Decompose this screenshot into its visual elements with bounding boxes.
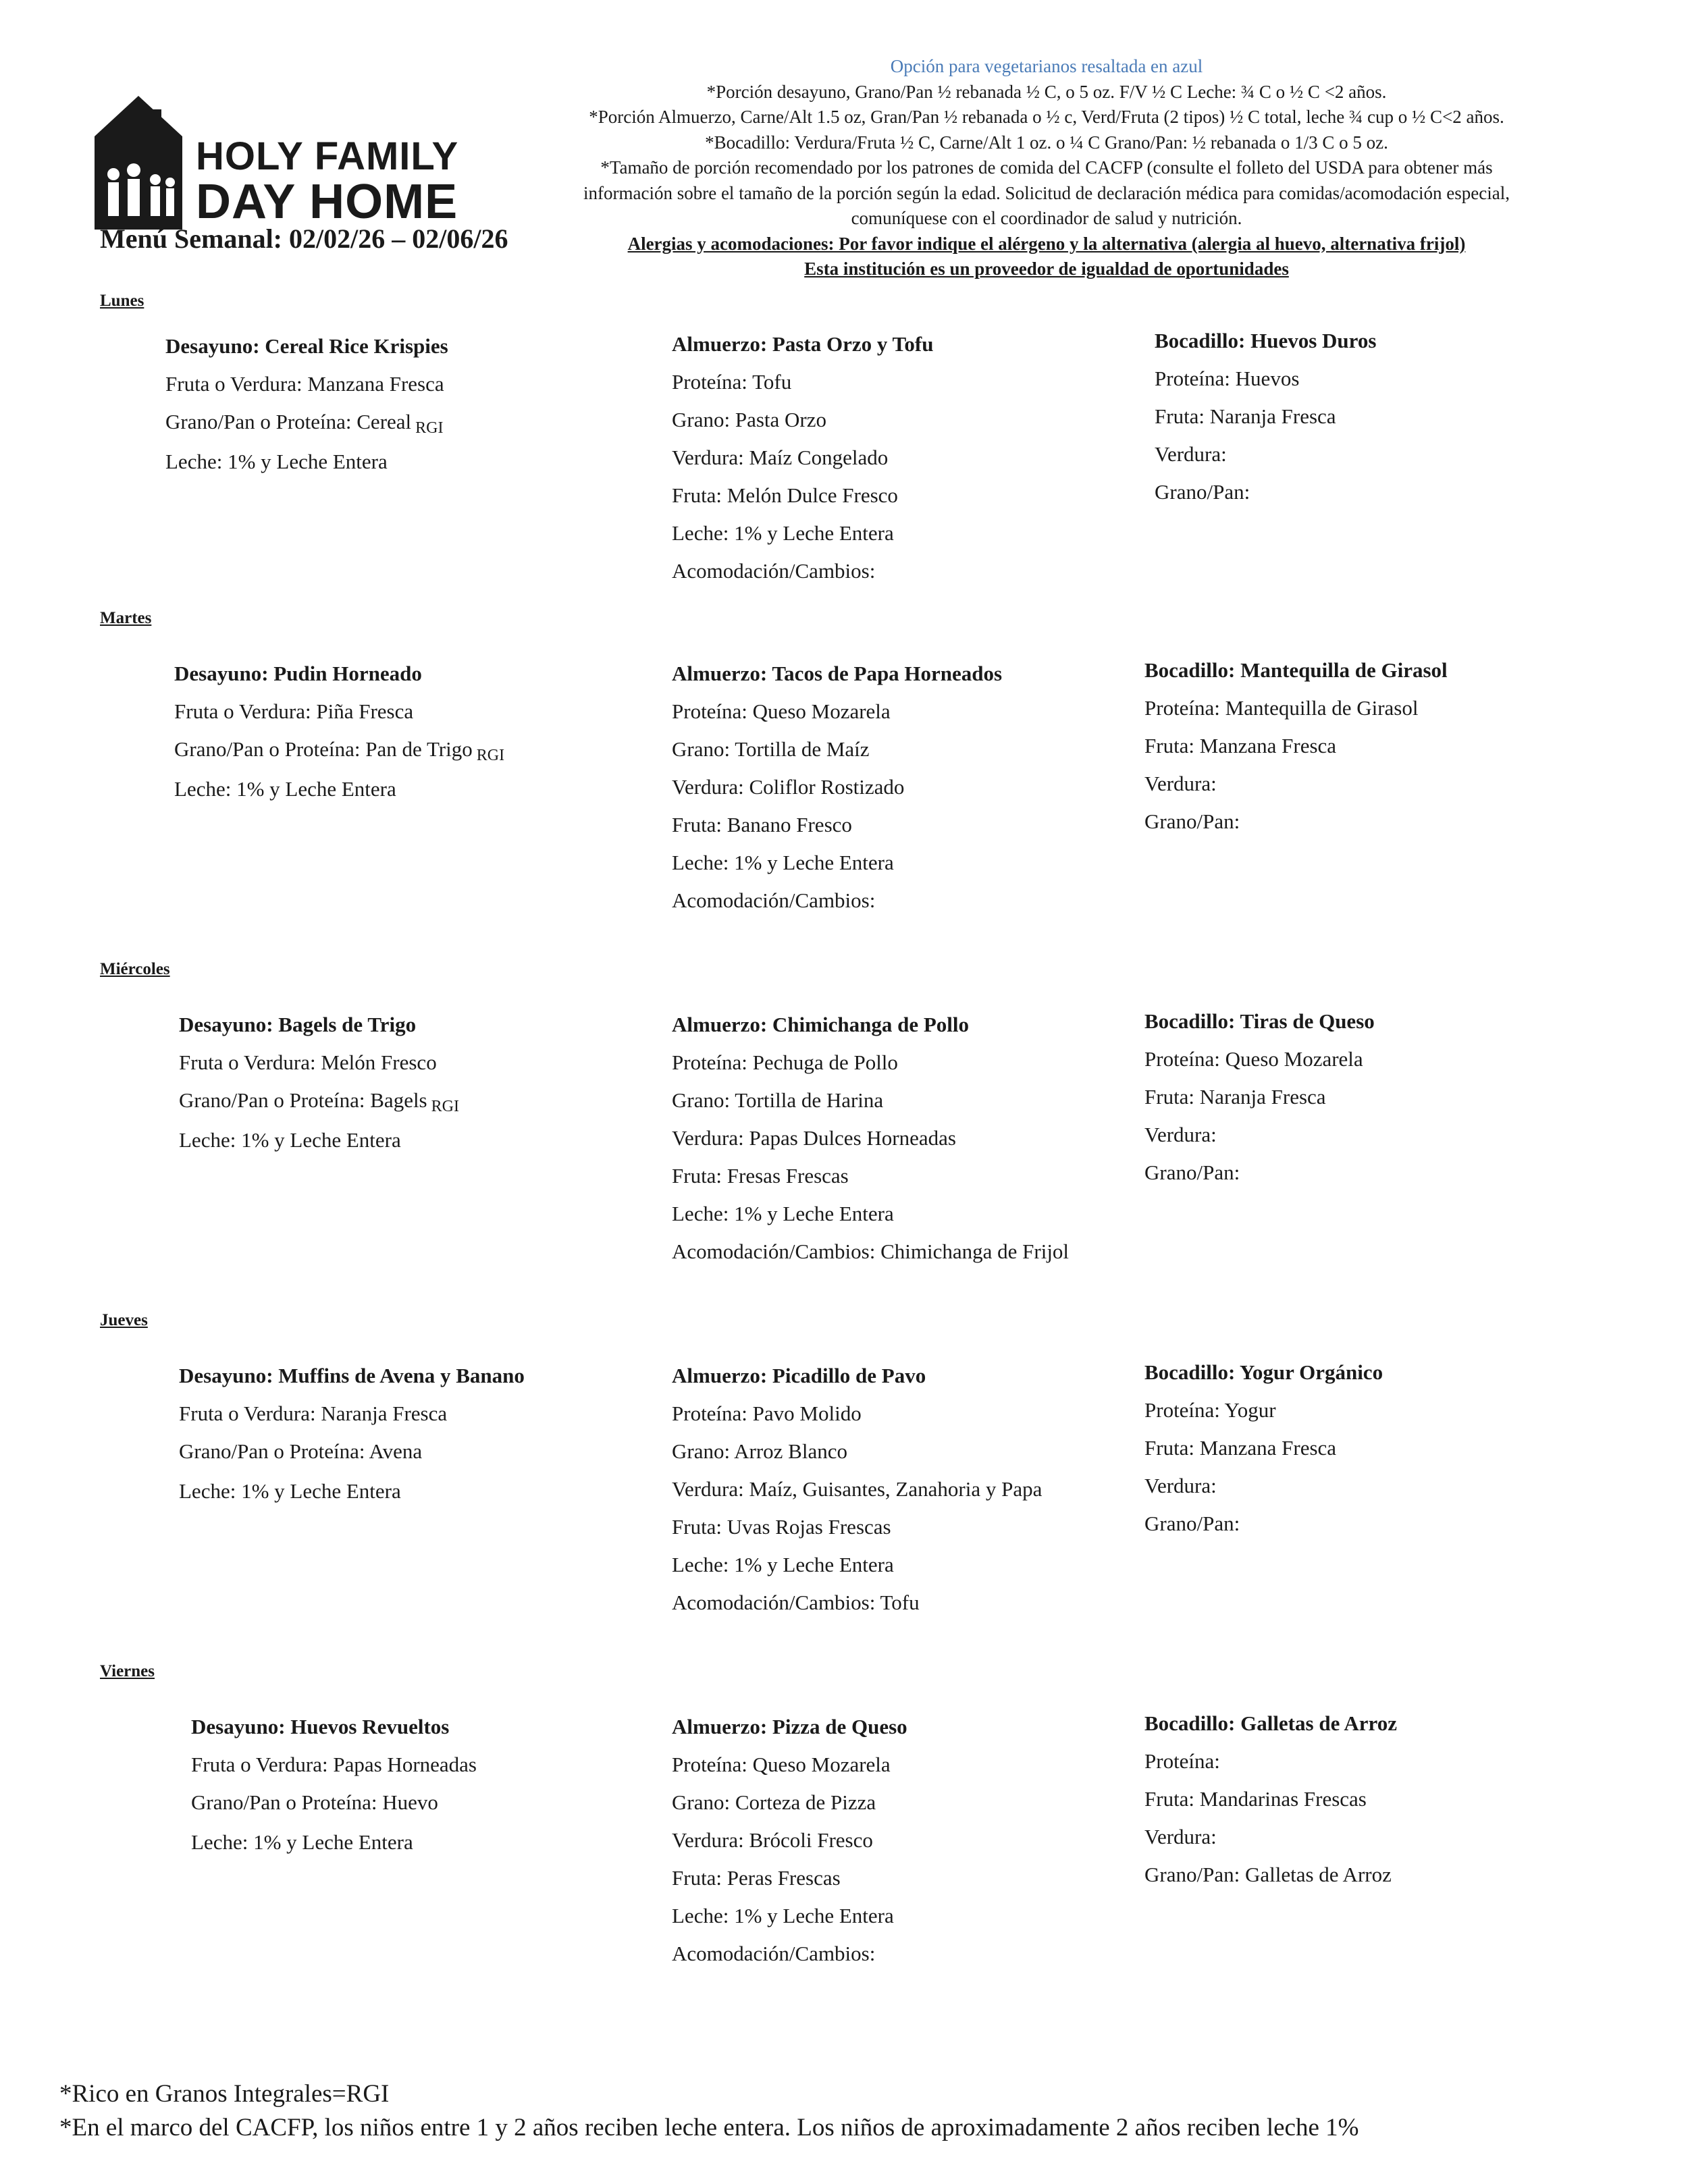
lunch-block [672, 1708, 907, 1973]
breakfast-grain-row [191, 1784, 477, 1823]
snack-fruit: Fruta: Naranja Fresca [1144, 1085, 1326, 1109]
breakfast-title: Desayuno: Bagels de Trigo [179, 1013, 417, 1036]
lunch-fruit: Fruta: Peras Frescas [672, 1866, 841, 1890]
snack-block [1144, 1354, 1383, 1543]
breakfast-grain-row [179, 1082, 459, 1121]
lunch-block [672, 1357, 1042, 1622]
breakfast-grain: Grano/Pan o Proteína: Avena [179, 1439, 423, 1463]
snack-block [1155, 322, 1376, 511]
cacfp-note-line2: información sobre el tamaño de la porción según la edad. Solicitud de declaración médica para comidas/acomodación especial, [583, 182, 1510, 203]
breakfast-milk: Leche: 1% y Leche Entera [179, 1128, 401, 1152]
breakfast-milk: Leche: 1% y Leche Entera [179, 1479, 401, 1503]
day-label-jueves: Jueves [100, 1311, 148, 1329]
lunch-protein: Proteína: Pechuga de Pollo [672, 1050, 898, 1074]
lunch-fruit: Fruta: Fresas Frescas [672, 1164, 849, 1188]
snack-block [1144, 651, 1448, 841]
lunch-fruit: Fruta: Uvas Rojas Frescas [672, 1515, 891, 1539]
lunch-protein: Proteína: Pavo Molido [672, 1402, 862, 1425]
day-label-martes: Martes [100, 609, 152, 627]
lunch-veg: Verdura: Maíz, Guisantes, Zanahoria y Papa [672, 1477, 1043, 1501]
house-family-icon [95, 95, 182, 230]
lunch-protein: Proteína: Queso Mozarela [672, 699, 891, 723]
header-notes [527, 54, 1566, 282]
lunch-block [672, 325, 933, 590]
snack-block [1144, 1003, 1375, 1192]
lunch-accommodation: Acomodación/Cambios: [672, 559, 876, 583]
lunch-title: Almuerzo: Pasta Orzo y Tofu [672, 332, 934, 356]
snack-fruit: Fruta: Mandarinas Frescas [1144, 1787, 1367, 1811]
snack-fruit: Fruta: Manzana Fresca [1144, 1436, 1337, 1460]
breakfast-portion-note: *Porción desayuno, Grano/Pan ½ rebanada ½ C, o 5 oz. F/V ½ C Leche: ¾ C o ½ C <2 años. [706, 81, 1387, 102]
breakfast-grain-row [179, 1433, 525, 1472]
lunch-protein: Proteína: Tofu [672, 370, 792, 394]
lunch-grain: Grano: Corteza de Pizza [672, 1790, 876, 1814]
day-label-lunes: Lunes [100, 292, 144, 310]
lunch-block [672, 655, 1002, 920]
lunch-protein: Proteína: Queso Mozarela [672, 1753, 891, 1776]
snack-grain: Grano/Pan: [1144, 1161, 1240, 1184]
cacfp-note-line3: comuníquese con el coordinador de salud y nutrición. [851, 208, 1242, 228]
breakfast-grain: Grano/Pan o Proteína: Bagels [179, 1088, 427, 1112]
lunch-milk: Leche: 1% y Leche Entera [672, 521, 894, 545]
breakfast-fruit: Fruta o Verdura: Manzana Fresca [165, 372, 444, 396]
lunch-veg: Verdura: Maíz Congelado [672, 446, 889, 469]
snack-grain: Grano/Pan: [1144, 1512, 1240, 1535]
breakfast-grain: Grano/Pan o Proteína: Pan de Trigo [174, 737, 473, 761]
snack-protein: Proteína: Queso Mozarela [1144, 1047, 1363, 1071]
week-label: Menú Semanal: 02/02/26 – 02/06/26 [100, 223, 508, 254]
lunch-fruit: Fruta: Melón Dulce Fresco [672, 483, 898, 507]
lunch-title: Almuerzo: Tacos de Papa Horneados [672, 662, 1003, 685]
cacfp-note-line1: *Tamaño de porción recomendado por los patrones de comida del CACFP (consulte el folleto del USDA para obtener más [600, 157, 1493, 178]
breakfast-title: Desayuno: Huevos Revueltos [191, 1715, 450, 1738]
snack-title: Bocadillo: Galletas de Arroz [1144, 1711, 1397, 1735]
snack-protein: Proteína: [1144, 1749, 1220, 1773]
snack-title: Bocadillo: Yogur Orgánico [1144, 1360, 1383, 1384]
breakfast-block [165, 327, 448, 481]
snack-grain: Grano/Pan: Galletas de Arroz [1144, 1863, 1392, 1886]
lunch-grain: Grano: Pasta Orzo [672, 408, 826, 431]
rgi-tag: RGI [415, 419, 444, 437]
breakfast-fruit: Fruta o Verdura: Papas Horneadas [191, 1753, 477, 1776]
snack-portion-note: *Bocadillo: Verdura/Fruta ½ C, Carne/Alt 1 oz. o ¼ C Grano/Pan: ½ rebanada o 1/3 C o 5 oz. [705, 132, 1388, 153]
logo-text-line2: DAY HOME [196, 175, 458, 229]
snack-title: Bocadillo: Tiras de Queso [1144, 1009, 1375, 1033]
lunch-grain: Grano: Tortilla de Maíz [672, 737, 870, 761]
logo [95, 95, 473, 230]
snack-fruit: Fruta: Manzana Fresca [1144, 734, 1337, 757]
snack-title: Bocadillo: Huevos Duros [1155, 329, 1377, 352]
snack-title: Bocadillo: Mantequilla de Girasol [1144, 658, 1448, 682]
breakfast-title: Desayuno: Pudin Horneado [174, 662, 422, 685]
lunch-portion-note: *Porción Almuerzo, Carne/Alt 1.5 oz, Gran/Pan ½ rebanada o ½ c, Verd/Fruta (2 tipos) ½ C total, leche ¾ cup o ½ C<2 años. [589, 107, 1504, 127]
lunch-block [672, 1006, 1069, 1271]
breakfast-title: Desayuno: Cereal Rice Krispies [165, 334, 448, 358]
lunch-milk: Leche: 1% y Leche Entera [672, 1553, 894, 1576]
footer-milk-note: *En el marco del CACFP, los niños entre 1 y 2 años reciben leche entera. Los niños de aproximadamente 2 años reciben leche 1% [59, 2114, 1359, 2141]
lunch-title: Almuerzo: Chimichanga de Pollo [672, 1013, 969, 1036]
breakfast-grain: Grano/Pan o Proteína: Huevo [191, 1790, 438, 1814]
lunch-accommodation: Acomodación/Cambios: Chimichanga de Frijol [672, 1240, 1070, 1263]
snack-grain: Grano/Pan: [1155, 480, 1250, 504]
snack-fruit: Fruta: Naranja Fresca [1155, 404, 1336, 428]
breakfast-milk: Leche: 1% y Leche Entera [174, 777, 396, 801]
equal-opportunity-note: Esta institución es un proveedor de igualdad de oportunidades [804, 259, 1289, 279]
breakfast-block [179, 1006, 459, 1159]
day-label-viernes: Viernes [100, 1662, 155, 1680]
breakfast-grain-row [174, 730, 504, 770]
day-label-miercoles: Miércoles [100, 960, 170, 978]
breakfast-grain: Grano/Pan o Proteína: Cereal [165, 410, 412, 433]
lunch-title: Almuerzo: Picadillo de Pavo [672, 1364, 926, 1387]
footer-rgi-note: *Rico en Granos Integrales=RGI [59, 2080, 390, 2108]
lunch-veg: Verdura: Papas Dulces Horneadas [672, 1126, 956, 1150]
breakfast-fruit: Fruta o Verdura: Naranja Fresca [179, 1402, 448, 1425]
rgi-tag: RGI [431, 1098, 459, 1115]
snack-protein: Proteína: Huevos [1155, 367, 1300, 390]
rgi-tag: RGI [476, 747, 505, 764]
lunch-title: Almuerzo: Pizza de Queso [672, 1715, 907, 1738]
breakfast-block [191, 1708, 477, 1861]
snack-protein: Proteína: Mantequilla de Girasol [1144, 696, 1419, 720]
breakfast-block [179, 1357, 525, 1510]
snack-grain: Grano/Pan: [1144, 809, 1240, 833]
breakfast-milk: Leche: 1% y Leche Entera [191, 1830, 413, 1854]
lunch-grain: Grano: Arroz Blanco [672, 1439, 847, 1463]
lunch-accommodation: Acomodación/Cambios: [672, 1942, 876, 1965]
lunch-veg: Verdura: Brócoli Fresco [672, 1828, 873, 1852]
lunch-grain: Grano: Tortilla de Harina [672, 1088, 884, 1112]
snack-veg: Verdura: [1144, 772, 1217, 795]
vegetarian-note: Opción para vegetarianos resaltada en azul [890, 56, 1203, 76]
snack-block [1144, 1705, 1397, 1894]
breakfast-grain-row [165, 403, 448, 443]
lunch-accommodation: Acomodación/Cambios: Tofu [672, 1591, 920, 1614]
lunch-veg: Verdura: Coliflor Rostizado [672, 775, 905, 799]
allergies-note: Alergias y acomodaciones: Por favor indique el alérgeno y la alternativa (alergia al huevo, alternativa frijol) [627, 233, 1466, 254]
lunch-milk: Leche: 1% y Leche Entera [672, 1904, 894, 1927]
breakfast-block [174, 655, 504, 808]
snack-veg: Verdura: [1155, 442, 1227, 466]
snack-veg: Verdura: [1144, 1825, 1217, 1848]
breakfast-fruit: Fruta o Verdura: Melón Fresco [179, 1050, 437, 1074]
snack-veg: Verdura: [1144, 1123, 1217, 1146]
lunch-fruit: Fruta: Banano Fresco [672, 813, 852, 836]
breakfast-title: Desayuno: Muffins de Avena y Banano [179, 1364, 525, 1387]
lunch-accommodation: Acomodación/Cambios: [672, 888, 876, 912]
snack-veg: Verdura: [1144, 1474, 1217, 1497]
breakfast-milk: Leche: 1% y Leche Entera [165, 450, 388, 473]
lunch-milk: Leche: 1% y Leche Entera [672, 851, 894, 874]
breakfast-fruit: Fruta o Verdura: Piña Fresca [174, 699, 414, 723]
logo-text-line1: HOLY FAMILY [196, 134, 459, 178]
snack-protein: Proteína: Yogur [1144, 1398, 1276, 1422]
lunch-milk: Leche: 1% y Leche Entera [672, 1202, 894, 1225]
